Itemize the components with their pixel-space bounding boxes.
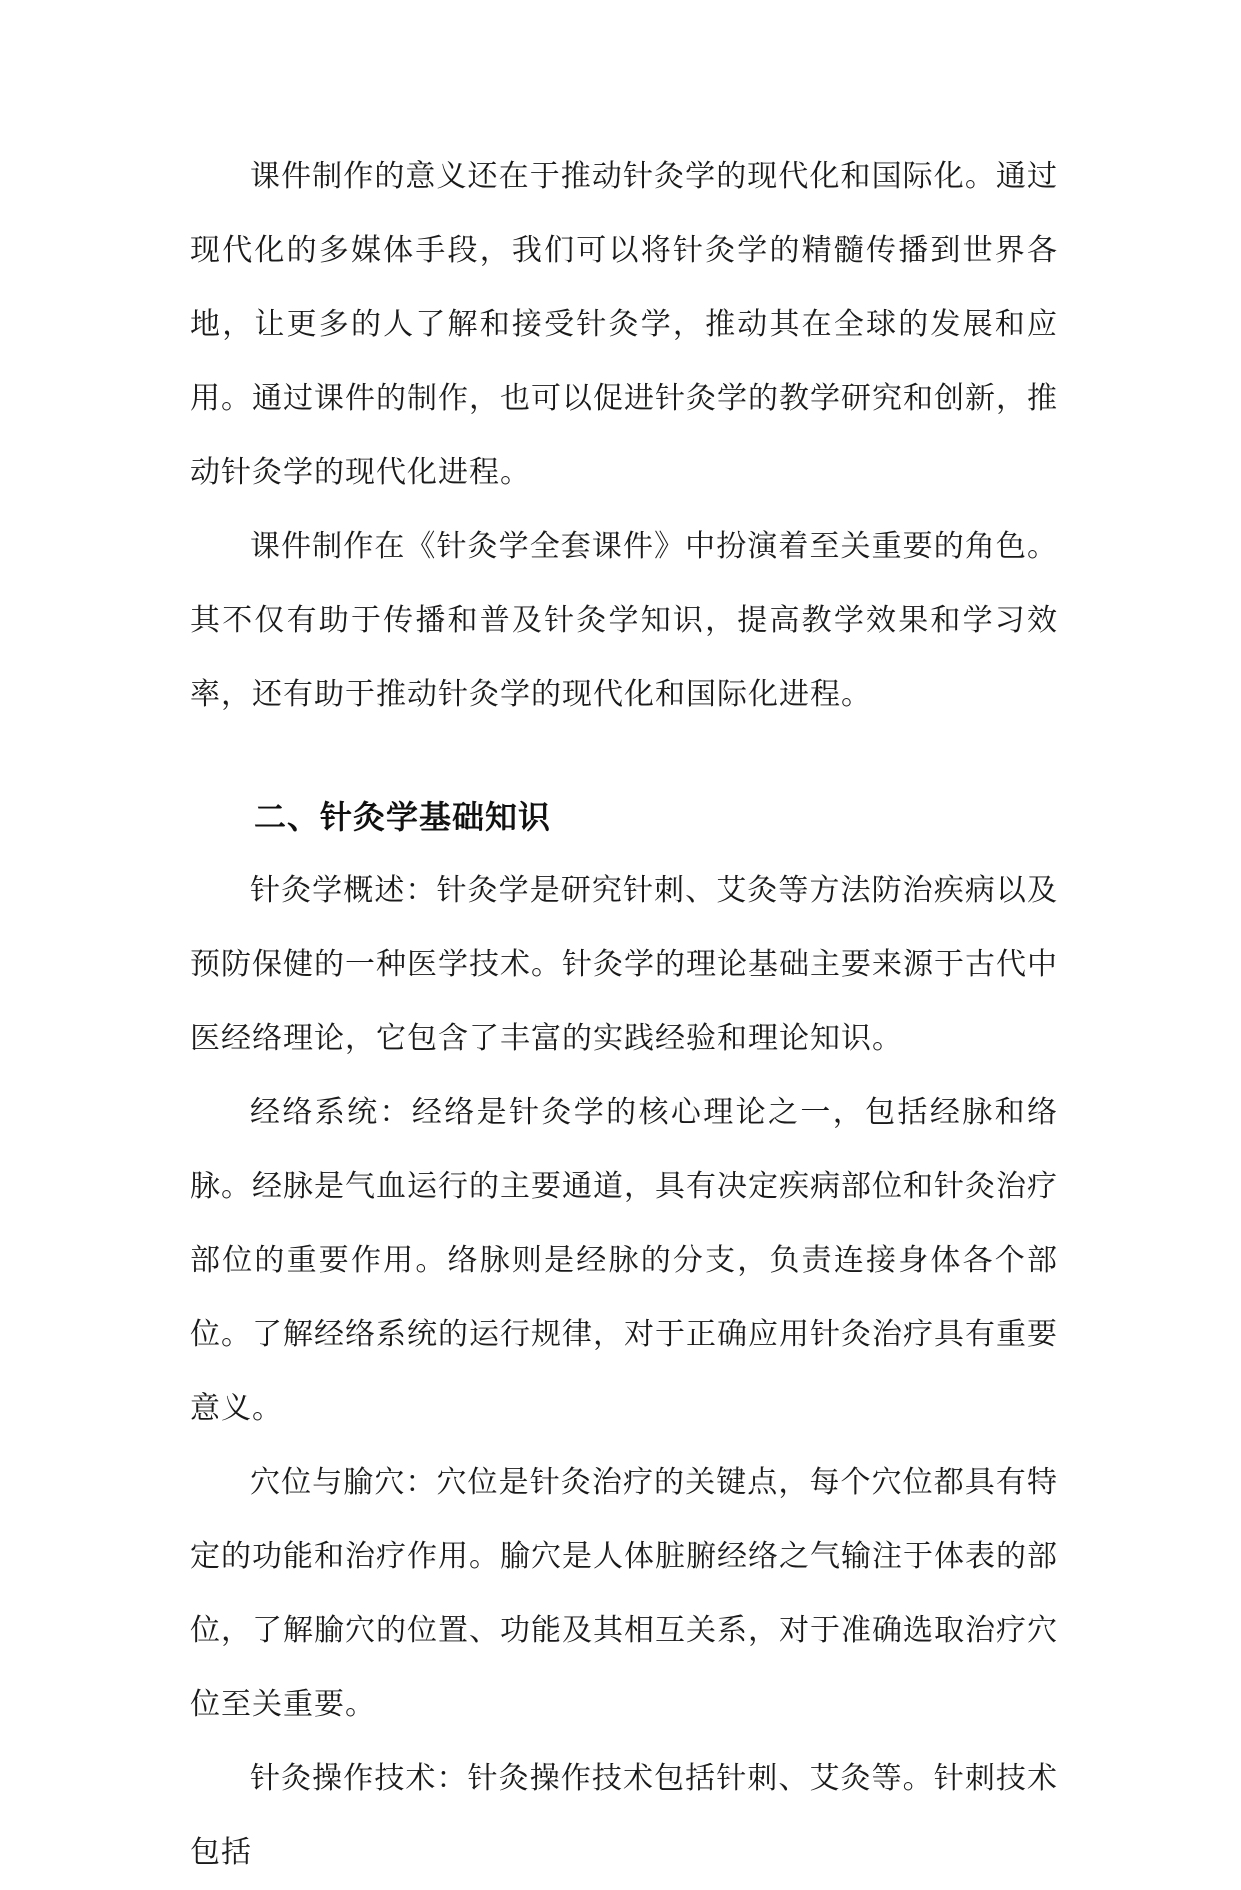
paragraph-operation-techniques: 针灸操作技术：针灸操作技术包括针刺、艾灸等。针刺技术包括 [190, 1761, 1058, 1870]
paragraph-acupuncture-overview: 针灸学概述：针灸学是研究针刺、艾灸等方法防治疾病以及预防保健的一种医学技术。针灸学的理论基础主要来源于古代中医经络理论，它包含了丰富的实践经验和理论知识。 [190, 873, 1058, 1056]
paragraph-acupoints: 穴位与腧穴：穴位是针灸治疗的关键点，每个穴位都具有特定的功能和治疗作用。腧穴是人体脏腑经络之气输注于体表的部位，了解腧穴的位置、功能及其相互关系，对于准确选取治疗穴位至关重要。 [190, 1465, 1058, 1722]
paragraph-courseware-role: 课件制作在《针灸学全套课件》中扮演着至关重要的角色。其不仅有助于传播和普及针灸学知识，提高教学效果和学习效率，还有助于推动针灸学的现代化和国际化进程。 [190, 529, 1058, 712]
paragraph-courseware-significance: 课件制作的意义还在于推动针灸学的现代化和国际化。通过现代化的多媒体手段，我们可以将针灸学的精髓传播到世界各地，让更多的人了解和接受针灸学，推动其在全球的发展和应用。通过课件的制作，也可以促进针灸学的教学研究和创新，推动针灸学的现代化进程。 [190, 159, 1058, 490]
paragraph-meridian-system: 经络系统：经络是针灸学的核心理论之一，包括经脉和络脉。经脉是气血运行的主要通道，具有决定疾病部位和针灸治疗部位的重要作用。络脉则是经脉的分支，负责连接身体各个部位。了解经络系统的运行规律，对于正确应用针灸治疗具有重要意义。 [190, 1095, 1058, 1426]
section-heading-acupuncture-basics: 二、针灸学基础知识 [254, 798, 552, 836]
document-body [190, 140, 1058, 1890]
